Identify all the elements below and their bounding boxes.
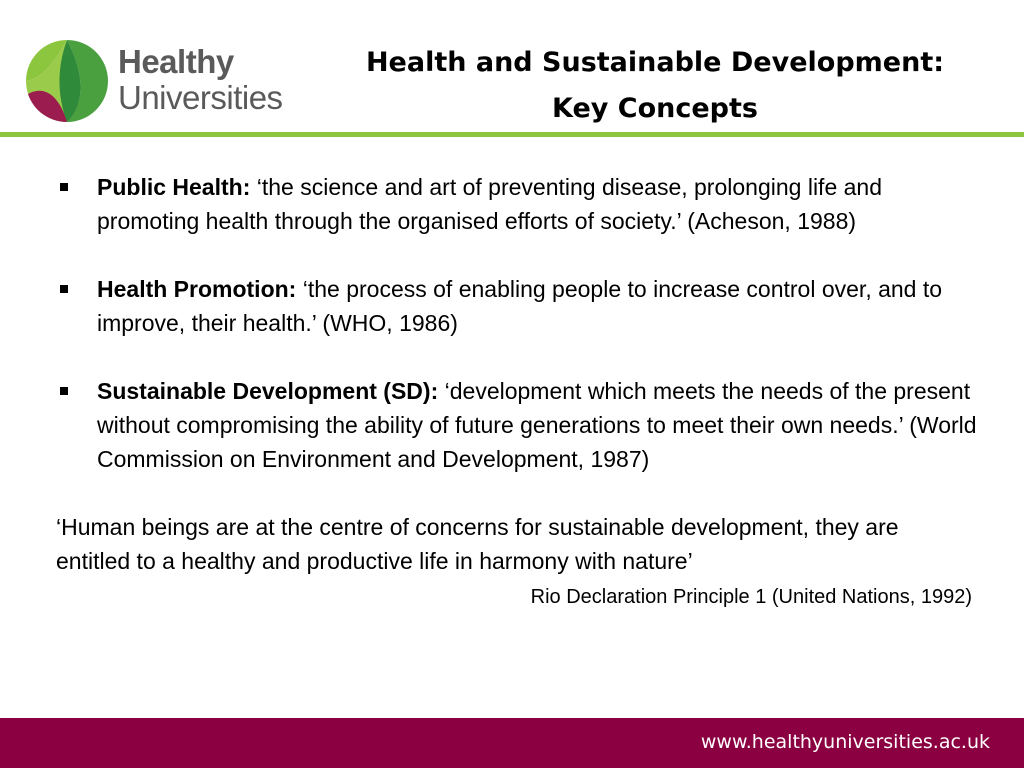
- square-bullet-icon: [60, 387, 68, 395]
- bullet-health-promotion: [56, 272, 986, 340]
- bullet-term: Health Promotion:: [97, 276, 297, 302]
- square-bullet-icon: [60, 183, 68, 191]
- footer-website-link[interactable]: www.healthyuniversities.ac.uk: [700, 731, 990, 753]
- header-divider: [0, 132, 1024, 137]
- slide-title-line1: Health and Sustainable Development:: [365, 47, 945, 78]
- healthy-universities-logo: [22, 36, 312, 126]
- leaf-logo-icon: [22, 36, 112, 126]
- bullet-text: ‘development which meets the needs of the present without compromising the ability of future generations to meet their own needs.’ (World Commission on Environment and Development, 1987): [97, 378, 977, 472]
- bullet-term: Sustainable Development (SD):: [97, 378, 439, 404]
- slide-content: [56, 170, 986, 612]
- slide-title-line2: Key Concepts: [552, 93, 758, 124]
- logo-text-universities: Universities: [118, 79, 283, 116]
- bullet-term: Public Health:: [97, 174, 251, 200]
- square-bullet-icon: [60, 285, 68, 293]
- footer-bar: [0, 718, 1024, 768]
- rio-declaration-quote: ‘Human beings are at the centre of concerns for sustainable development, they are entitled to a healthy and productive life in harmony with nature’: [56, 514, 899, 574]
- bullet-text: ‘the science and art of preventing disease, prolonging life and promoting health through the organised efforts of society.’ (Acheson, 1988): [97, 174, 882, 234]
- bullet-text: ‘the process of enabling people to increase control over, and to improve, their health.’ (WHO, 1986): [97, 276, 943, 336]
- bullet-sustainable-development: [56, 374, 986, 476]
- slide-title: [320, 40, 990, 132]
- bullet-public-health: [56, 170, 986, 238]
- logo-text-healthy: Healthy: [118, 43, 234, 80]
- quote-attribution: Rio Declaration Principle 1 (United Nations, 1992): [530, 586, 972, 608]
